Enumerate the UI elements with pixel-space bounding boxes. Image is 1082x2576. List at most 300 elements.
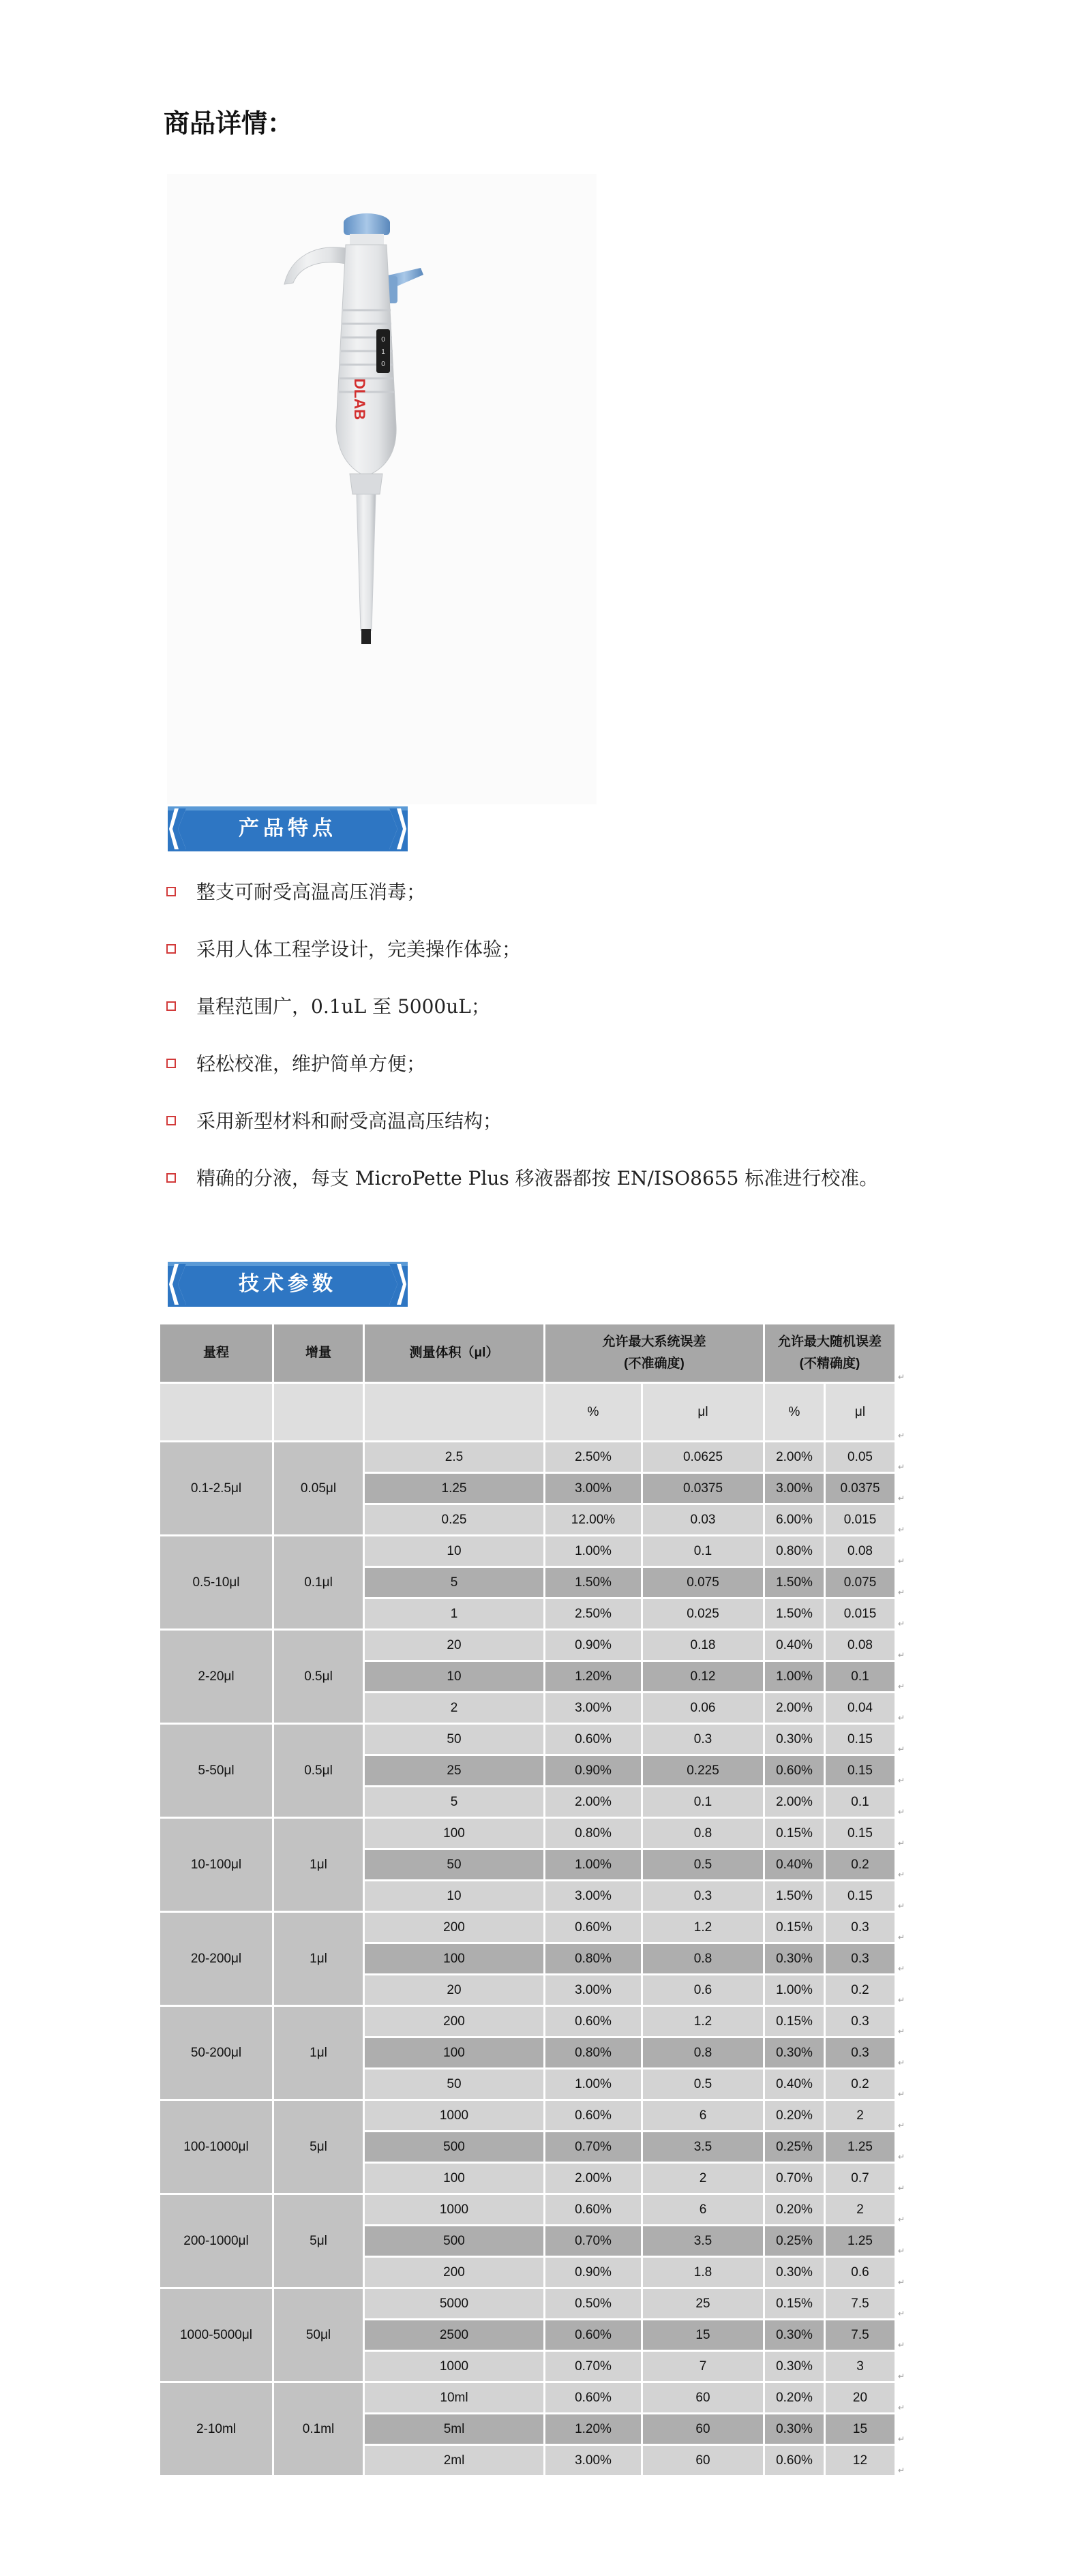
sys-error-ul-cell: 3.5: [643, 2226, 763, 2256]
range-cell: 5-50μl: [160, 1725, 272, 1817]
sys-error-ul-cell: 2: [643, 2164, 763, 2193]
test-volume-cell: 1: [365, 1599, 543, 1628]
row-mark: ↵: [898, 2340, 905, 2350]
sys-error-ul-cell: 6: [643, 2101, 763, 2130]
sys-error-percent-cell: 2.00%: [545, 2164, 641, 2193]
header-random-error: [765, 1324, 895, 1382]
sys-error-ul-cell: 7: [643, 2352, 763, 2381]
test-volume-cell: 100: [365, 1944, 543, 1973]
test-volume-cell: 10: [365, 1536, 543, 1566]
rand-error-percent-cell: 0.15%: [765, 1819, 824, 1848]
row-mark: ↵: [898, 2434, 905, 2444]
rand-error-percent-cell: 0.15%: [765, 2007, 824, 2036]
sys-error-percent-cell: 0.90%: [545, 1631, 641, 1660]
test-volume-cell: 1.25: [365, 1474, 543, 1503]
rand-error-ul-cell: 12: [826, 2446, 895, 2475]
rand-error-ul-cell: 0.2: [826, 2070, 895, 2099]
brand-logo: [351, 378, 368, 420]
square-bullet-icon: [166, 1001, 176, 1011]
rand-error-percent-cell: 0.20%: [765, 2195, 824, 2224]
row-mark: ↵: [898, 1619, 905, 1628]
sys-error-percent-cell: 3.00%: [545, 1474, 641, 1503]
rand-error-percent-cell: 2.00%: [765, 1787, 824, 1817]
rand-error-percent-cell: 0.40%: [765, 1631, 824, 1660]
test-volume-cell: 100: [365, 2038, 543, 2067]
row-mark: ↵: [898, 1588, 905, 1597]
rand-error-ul-cell: 2: [826, 2101, 895, 2130]
range-cell: 2-20μl: [160, 1631, 272, 1723]
table-row: [160, 1474, 907, 1503]
row-mark: ↵: [898, 2183, 905, 2193]
row-mark: ↵: [898, 1713, 905, 1723]
row-mark: ↵: [898, 1964, 905, 1973]
table-row: [160, 1756, 907, 1785]
sys-error-ul-cell: 25: [643, 2289, 763, 2318]
features-list: [166, 862, 878, 1206]
table-row: [160, 2352, 907, 2381]
svg-text:0: 0: [381, 336, 385, 344]
row-mark: ↵: [898, 1525, 905, 1534]
row-mark: ↵: [898, 1995, 905, 2005]
table-row: [160, 2007, 907, 2036]
test-volume-cell: 10ml: [365, 2383, 543, 2412]
feature-item: 采用新型材料和耐受高温高压结构；: [166, 1091, 878, 1149]
row-mark: ↵: [898, 1838, 905, 1848]
rand-error-percent-cell: 1.00%: [765, 1975, 824, 2005]
test-volume-cell: 200: [365, 2258, 543, 2287]
test-volume-cell: 2.5: [365, 1442, 543, 1472]
rand-error-ul-cell: 0.08: [826, 1536, 895, 1566]
table-row: [160, 2195, 907, 2224]
rand-error-percent-cell: 0.60%: [765, 2446, 824, 2475]
sys-error-percent-cell: 1.20%: [545, 1662, 641, 1691]
increment-cell: 5μl: [274, 2101, 363, 2193]
sys-error-percent-cell: 1.00%: [545, 1536, 641, 1566]
row-mark: ↵: [898, 1776, 905, 1785]
table-row: [160, 1631, 907, 1660]
table-row: [160, 1944, 907, 1973]
test-volume-cell: 2ml: [365, 2446, 543, 2475]
table-row: [160, 2101, 907, 2130]
increment-cell: 1μl: [274, 2007, 363, 2099]
square-bullet-icon: [166, 944, 176, 954]
rand-error-ul-cell: 0.3: [826, 1913, 895, 1942]
table-row: [160, 1536, 907, 1566]
row-mark: ↵: [898, 2027, 905, 2036]
rand-error-ul-cell: 0.2: [826, 1850, 895, 1879]
row-mark: ↵: [898, 1431, 905, 1440]
rand-error-percent-cell: 0.30%: [765, 1725, 824, 1754]
test-volume-cell: 50: [365, 1850, 543, 1879]
specs-banner-title: 技术参数: [239, 1272, 337, 1296]
sys-error-percent-cell: 1.50%: [545, 1568, 641, 1597]
sys-error-percent-cell: 0.70%: [545, 2352, 641, 2381]
header-systematic-error: [545, 1324, 763, 1382]
test-volume-cell: 100: [365, 1819, 543, 1848]
sys-error-percent-cell: 0.60%: [545, 1725, 641, 1754]
rand-error-percent-cell: 0.30%: [765, 2352, 824, 2381]
rand-error-ul-cell: 0.0375: [826, 1474, 895, 1503]
sys-error-percent-cell: 2.00%: [545, 1787, 641, 1817]
table-row: [160, 2446, 907, 2475]
feature-item: 精确的分液，每支 MicroPette Plus 移液器都按 EN/ISO8655 标准进行校准。: [166, 1149, 878, 1206]
test-volume-cell: 200: [365, 2007, 543, 2036]
sys-error-ul-cell: 0.1: [643, 1787, 763, 1817]
sys-error-ul-cell: 0.025: [643, 1599, 763, 1628]
rand-error-percent-cell: 0.80%: [765, 1536, 824, 1566]
table-row: [160, 1975, 907, 2005]
features-banner: [168, 806, 408, 851]
row-mark: ↵: [898, 1807, 905, 1817]
test-volume-cell: 1000: [365, 2101, 543, 2130]
range-cell: 20-200μl: [160, 1913, 272, 2005]
sys-error-percent-cell: 3.00%: [545, 1881, 641, 1911]
rand-error-percent-cell: 0.40%: [765, 1850, 824, 1879]
rand-error-ul-cell: 3: [826, 2352, 895, 2381]
test-volume-cell: 1000: [365, 2352, 543, 2381]
test-volume-cell: 25: [365, 1756, 543, 1785]
table-row: [160, 1725, 907, 1754]
subheader-rand-percent: %: [765, 1384, 824, 1440]
test-volume-cell: 0.25: [365, 1505, 543, 1534]
sys-error-ul-cell: 0.8: [643, 2038, 763, 2067]
rand-error-percent-cell: 0.25%: [765, 2132, 824, 2162]
subheader-empty: [365, 1384, 543, 1440]
square-bullet-icon: [166, 1116, 176, 1125]
range-cell: 10-100μl: [160, 1819, 272, 1911]
rand-error-ul-cell: 0.015: [826, 1599, 895, 1628]
rand-error-ul-cell: 0.05: [826, 1442, 895, 1472]
sys-error-percent-cell: 0.60%: [545, 2195, 641, 2224]
test-volume-cell: 10: [365, 1662, 543, 1691]
row-mark: ↵: [898, 1744, 905, 1754]
header-random-error-note: (不精确度): [799, 1357, 860, 1371]
sys-error-percent-cell: 0.70%: [545, 2132, 641, 2162]
row-mark: ↵: [898, 1556, 905, 1566]
rand-error-ul-cell: 0.15: [826, 1756, 895, 1785]
svg-text:0: 0: [381, 361, 385, 368]
svg-text:DLAB: DLAB: [351, 378, 368, 421]
sys-error-ul-cell: 1.2: [643, 1913, 763, 1942]
table-subheader-row: [160, 1384, 907, 1440]
feature-item: 采用人体工程学设计，完美操作体验；: [166, 920, 878, 977]
table-row: [160, 2258, 907, 2287]
table-row: [160, 2414, 907, 2444]
table-row: [160, 2289, 907, 2318]
svg-text:1: 1: [381, 348, 385, 356]
row-mark: ↵: [898, 2121, 905, 2130]
test-volume-cell: 2500: [365, 2320, 543, 2350]
increment-cell: 50μl: [274, 2289, 363, 2381]
range-cell: 100-1000μl: [160, 2101, 272, 2193]
row-mark: ↵: [898, 2309, 905, 2318]
rand-error-percent-cell: 0.30%: [765, 2258, 824, 2287]
sys-error-percent-cell: 0.80%: [545, 2038, 641, 2067]
test-volume-cell: 100: [365, 2164, 543, 2193]
test-volume-cell: 20: [365, 1631, 543, 1660]
sys-error-percent-cell: 1.00%: [545, 2070, 641, 2099]
table-row: [160, 2132, 907, 2162]
rand-error-percent-cell: 0.60%: [765, 1756, 824, 1785]
range-cell: 0.1-2.5μl: [160, 1442, 272, 1534]
rand-error-ul-cell: 0.015: [826, 1505, 895, 1534]
features-banner-title: 产品特点: [239, 817, 337, 840]
feature-item: 量程范围广，0.1uL 至 5000uL；: [166, 977, 878, 1034]
rand-error-percent-cell: 0.30%: [765, 2320, 824, 2350]
rand-error-ul-cell: 0.1: [826, 1787, 895, 1817]
table-row: [160, 2038, 907, 2067]
sys-error-percent-cell: 0.60%: [545, 2383, 641, 2412]
sys-error-percent-cell: 0.90%: [545, 1756, 641, 1785]
rand-error-ul-cell: 0.2: [826, 1975, 895, 2005]
header-random-error-title: 允许最大随机误差: [777, 1335, 882, 1349]
rand-error-percent-cell: 0.30%: [765, 2038, 824, 2067]
rand-error-ul-cell: 15: [826, 2414, 895, 2444]
sys-error-ul-cell: 0.075: [643, 1568, 763, 1597]
rand-error-ul-cell: 0.3: [826, 1944, 895, 1973]
increment-cell: 0.05μl: [274, 1442, 363, 1534]
row-mark: ↵: [898, 2372, 905, 2381]
row-mark: ↵: [898, 2277, 905, 2287]
sys-error-percent-cell: 0.60%: [545, 2320, 641, 2350]
rand-error-percent-cell: 3.00%: [765, 1474, 824, 1503]
subheader-sys-ul: μl: [643, 1384, 763, 1440]
sys-error-percent-cell: 0.60%: [545, 2007, 641, 2036]
table-row: [160, 2164, 907, 2193]
rand-error-ul-cell: 0.1: [826, 1662, 895, 1691]
feature-item: 轻松校准，维护简单方便；: [166, 1034, 878, 1091]
sys-error-percent-cell: 0.60%: [545, 1913, 641, 1942]
sys-error-percent-cell: 1.20%: [545, 2414, 641, 2444]
test-volume-cell: 5ml: [365, 2414, 543, 2444]
table-row: [160, 1881, 907, 1911]
table-row: [160, 1819, 907, 1848]
rand-error-ul-cell: 2: [826, 2195, 895, 2224]
test-volume-cell: 5: [365, 1568, 543, 1597]
sys-error-ul-cell: 0.3: [643, 1881, 763, 1911]
rand-error-percent-cell: 2.00%: [765, 1693, 824, 1723]
row-mark: ↵: [898, 1933, 905, 1942]
sys-error-percent-cell: 0.50%: [545, 2289, 641, 2318]
rand-error-percent-cell: 1.50%: [765, 1568, 824, 1597]
rand-error-ul-cell: 0.15: [826, 1819, 895, 1848]
sys-error-percent-cell: 3.00%: [545, 1693, 641, 1723]
product-image: [167, 174, 597, 804]
increment-cell: 0.1μl: [274, 1536, 363, 1628]
rand-error-percent-cell: 2.00%: [765, 1442, 824, 1472]
sys-error-percent-cell: 0.80%: [545, 1944, 641, 1973]
increment-cell: 1μl: [274, 1819, 363, 1911]
sys-error-percent-cell: 0.70%: [545, 2226, 641, 2256]
row-mark: ↵: [898, 1494, 905, 1503]
subheader-empty: [274, 1384, 363, 1440]
rand-error-percent-cell: 0.40%: [765, 2070, 824, 2099]
table-row: [160, 1442, 907, 1472]
rand-error-ul-cell: 0.6: [826, 2258, 895, 2287]
rand-error-ul-cell: 0.08: [826, 1631, 895, 1660]
sys-error-ul-cell: 15: [643, 2320, 763, 2350]
sys-error-percent-cell: 3.00%: [545, 1975, 641, 2005]
range-cell: 1000-5000μl: [160, 2289, 272, 2381]
sys-error-ul-cell: 0.8: [643, 1944, 763, 1973]
sys-error-ul-cell: 6: [643, 2195, 763, 2224]
sys-error-ul-cell: 0.03: [643, 1505, 763, 1534]
table-row: [160, 1787, 907, 1817]
rand-error-ul-cell: 20: [826, 2383, 895, 2412]
test-volume-cell: 2: [365, 1693, 543, 1723]
test-volume-cell: 200: [365, 1913, 543, 1942]
range-cell: 50-200μl: [160, 2007, 272, 2099]
table-row: [160, 1913, 907, 1942]
sys-error-ul-cell: 60: [643, 2383, 763, 2412]
row-mark: ↵: [898, 2152, 905, 2162]
page-title: 商品详情：: [164, 108, 294, 138]
row-mark: ↵: [898, 1462, 905, 1472]
sys-error-percent-cell: 1.00%: [545, 1850, 641, 1879]
sys-error-ul-cell: 0.8: [643, 1819, 763, 1848]
test-volume-cell: 20: [365, 1975, 543, 2005]
rand-error-ul-cell: 0.7: [826, 2164, 895, 2193]
test-volume-cell: 1000: [365, 2195, 543, 2224]
row-mark: ↵: [898, 1682, 905, 1691]
rand-error-percent-cell: 0.15%: [765, 1913, 824, 1942]
sys-error-ul-cell: 0.0375: [643, 1474, 763, 1503]
table-row: [160, 2070, 907, 2099]
increment-cell: 1μl: [274, 1913, 363, 2005]
sys-error-percent-cell: 2.50%: [545, 1442, 641, 1472]
test-volume-cell: 5000: [365, 2289, 543, 2318]
sys-error-ul-cell: 0.6: [643, 1975, 763, 2005]
rand-error-percent-cell: 0.70%: [765, 2164, 824, 2193]
sys-error-ul-cell: 60: [643, 2414, 763, 2444]
subheader-rand-ul: μl: [826, 1384, 895, 1440]
row-mark: ↵: [898, 1901, 905, 1911]
rand-error-percent-cell: 1.00%: [765, 1662, 824, 1691]
row-mark: ↵: [898, 2466, 905, 2475]
table-row: [160, 2383, 907, 2412]
range-cell: 2-10ml: [160, 2383, 272, 2475]
rand-error-percent-cell: 1.50%: [765, 1881, 824, 1911]
spec-table-body: [160, 1442, 907, 2475]
table-header-row: [160, 1324, 907, 1382]
rand-error-ul-cell: 0.15: [826, 1725, 895, 1754]
rand-error-percent-cell: 0.15%: [765, 2289, 824, 2318]
specs-banner: [168, 1262, 408, 1307]
test-volume-cell: 500: [365, 2132, 543, 2162]
row-mark: ↵: [898, 2215, 905, 2224]
pipette-illustration: [167, 174, 597, 804]
sys-error-ul-cell: 0.0625: [643, 1442, 763, 1472]
test-volume-cell: 50: [365, 2070, 543, 2099]
range-cell: 200-1000μl: [160, 2195, 272, 2287]
sys-error-ul-cell: 1.8: [643, 2258, 763, 2287]
sys-error-percent-cell: 0.80%: [545, 1819, 641, 1848]
rand-error-ul-cell: 0.15: [826, 1881, 895, 1911]
sys-error-ul-cell: 0.5: [643, 2070, 763, 2099]
header-test-volume: 测量体积（μl）: [365, 1324, 543, 1382]
test-volume-cell: 500: [365, 2226, 543, 2256]
sys-error-percent-cell: 0.90%: [545, 2258, 641, 2287]
rand-error-percent-cell: 0.30%: [765, 2414, 824, 2444]
sys-error-ul-cell: 0.18: [643, 1631, 763, 1660]
test-volume-cell: 5: [365, 1787, 543, 1817]
table-row: [160, 1850, 907, 1879]
header-systematic-error-title: 允许最大系统误差: [602, 1335, 706, 1349]
rand-error-ul-cell: 0.3: [826, 2007, 895, 2036]
rand-error-ul-cell: 7.5: [826, 2289, 895, 2318]
sys-error-ul-cell: 0.1: [643, 1536, 763, 1566]
row-mark: ↵: [898, 1650, 905, 1660]
subheader-sys-percent: %: [545, 1384, 641, 1440]
sys-error-ul-cell: 3.5: [643, 2132, 763, 2162]
row-mark: ↵: [898, 1870, 905, 1879]
table-row: [160, 1505, 907, 1534]
increment-cell: 0.1ml: [274, 2383, 363, 2475]
rand-error-ul-cell: 7.5: [826, 2320, 895, 2350]
sys-error-percent-cell: 12.00%: [545, 1505, 641, 1534]
test-volume-cell: 50: [365, 1725, 543, 1754]
table-row: [160, 1693, 907, 1723]
test-volume-cell: 10: [365, 1881, 543, 1911]
row-mark: ↵: [898, 2403, 905, 2412]
table-row: [160, 2226, 907, 2256]
square-bullet-icon: [166, 887, 176, 896]
row-mark: ↵: [898, 1372, 905, 1382]
increment-cell: 0.5μl: [274, 1631, 363, 1723]
sys-error-ul-cell: 0.5: [643, 1850, 763, 1879]
rand-error-percent-cell: 0.25%: [765, 2226, 824, 2256]
header-range: 量程: [160, 1324, 272, 1382]
header-systematic-error-note: (不准确度): [624, 1357, 685, 1371]
rand-error-ul-cell: 0.3: [826, 2038, 895, 2067]
sys-error-percent-cell: 3.00%: [545, 2446, 641, 2475]
sys-error-ul-cell: 1.2: [643, 2007, 763, 2036]
rand-error-ul-cell: 0.075: [826, 1568, 895, 1597]
increment-cell: 5μl: [274, 2195, 363, 2287]
row-mark: ↵: [898, 2246, 905, 2256]
subheader-empty: [160, 1384, 272, 1440]
rand-error-percent-cell: 0.20%: [765, 2101, 824, 2130]
sys-error-percent-cell: 2.50%: [545, 1599, 641, 1628]
increment-cell: 0.5μl: [274, 1725, 363, 1817]
square-bullet-icon: [166, 1059, 176, 1068]
table-row: [160, 1568, 907, 1597]
sys-error-ul-cell: 0.225: [643, 1756, 763, 1785]
row-mark: ↵: [898, 2089, 905, 2099]
table-row: [160, 1599, 907, 1628]
table-row: [160, 1662, 907, 1691]
rand-error-ul-cell: 1.25: [826, 2132, 895, 2162]
row-mark: ↵: [898, 2058, 905, 2067]
table-row: [160, 2320, 907, 2350]
sys-error-ul-cell: 0.3: [643, 1725, 763, 1754]
sys-error-ul-cell: 60: [643, 2446, 763, 2475]
feature-item: 整支可耐受高温高压消毒；: [166, 862, 878, 920]
rand-error-ul-cell: 0.04: [826, 1693, 895, 1723]
rand-error-percent-cell: 6.00%: [765, 1505, 824, 1534]
sys-error-percent-cell: 0.60%: [545, 2101, 641, 2130]
header-increment: 增量: [274, 1324, 363, 1382]
sys-error-ul-cell: 0.12: [643, 1662, 763, 1691]
spec-table: [158, 1322, 910, 2477]
rand-error-ul-cell: 1.25: [826, 2226, 895, 2256]
rand-error-percent-cell: 0.30%: [765, 1944, 824, 1973]
rand-error-percent-cell: 0.20%: [765, 2383, 824, 2412]
square-bullet-icon: [166, 1173, 176, 1183]
rand-error-percent-cell: 1.50%: [765, 1599, 824, 1628]
range-cell: 0.5-10μl: [160, 1536, 272, 1628]
sys-error-ul-cell: 0.06: [643, 1693, 763, 1723]
